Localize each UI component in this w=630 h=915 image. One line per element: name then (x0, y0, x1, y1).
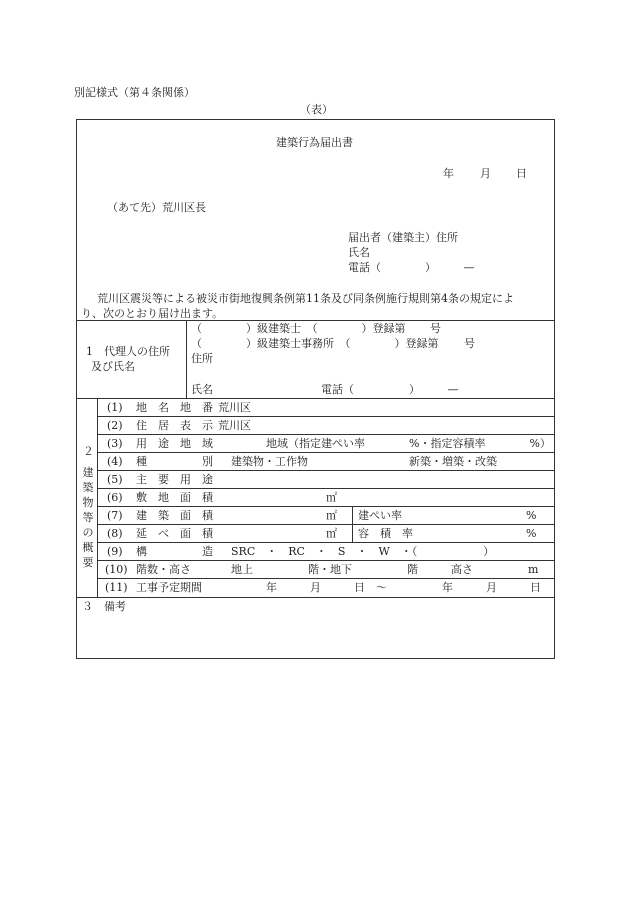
building-section-number: ２ (83, 445, 94, 458)
row-7-unit: ㎡ (326, 509, 337, 522)
row-6-label: 敷 地 面 積 (136, 491, 213, 504)
row-divider-3 (97, 452, 555, 453)
row-4-value: 建築物・工作物 (231, 455, 308, 468)
row-11-label: 工事予定期間 (136, 581, 202, 594)
row-2-num: (2) (107, 419, 123, 432)
architect-registration-suffix: 号 (430, 322, 441, 335)
row-2-value: 荒川区 (218, 419, 251, 432)
row-1-value: 荒川区 (218, 401, 251, 414)
notice-body-line1: 荒川区震災等による被災市街地復興条例第11条及び同条例施行規則第4条の規定によ (97, 292, 514, 305)
row-divider-2 (97, 434, 555, 435)
row-9-value: SRC ・ RC ・ S ・ W ・（ ） (231, 545, 495, 558)
agent-label-line1: 1 代理人の住所 (86, 345, 170, 358)
row-divider-8 (97, 542, 555, 543)
date-day-label: 日 (516, 167, 527, 180)
divider-agent-top (76, 320, 555, 321)
row-3-num: (3) (107, 437, 123, 450)
row-7-label: 建 築 面 積 (136, 509, 213, 522)
row-1-label: 地 名 地 番 (136, 401, 213, 414)
row-6-num: (6) (107, 491, 123, 504)
agent-label-line2: 及び氏名 (91, 360, 135, 373)
row-divider-4 (97, 470, 555, 471)
row-8-num: (8) (107, 527, 123, 540)
row-8-sub-label: 容 積 率 (358, 527, 413, 540)
divider-building-top (76, 398, 555, 399)
applicant-name-label: 氏名 (348, 246, 370, 259)
row-9-num: (9) (107, 545, 123, 558)
row-1-num: (1) (107, 401, 123, 414)
building-section-label: 建築物等の概要 (82, 466, 94, 569)
form-note: 別記様式（第４条関係） (74, 86, 195, 99)
row-5-label: 主 要 用 途 (136, 473, 213, 486)
office-registration: （ ）級建築士事務所 （ ）登録第 (191, 337, 439, 350)
row-10-value: 地上 階・地下 階 高さ m (231, 563, 539, 576)
applicant-address-label: 届出者（建築主）住所 (348, 231, 458, 244)
area-sub-divider (352, 506, 353, 542)
row-10-label: 階数・高さ (136, 563, 191, 576)
addressee: （あて先）荒川区長 (107, 201, 206, 214)
agent-phone-label: 電話（ ） — (321, 383, 459, 396)
row-11-value: 年 月 日 〜 年 月 日 (266, 581, 541, 594)
row-10-num: (10) (105, 563, 128, 576)
row-divider-9 (97, 560, 555, 561)
applicant-phone-label: 電話（ ） — (348, 261, 475, 274)
office-registration-suffix: 号 (464, 337, 475, 350)
agent-name-label: 氏名 (191, 383, 213, 396)
section-label-column-divider (97, 398, 98, 597)
row-divider-6 (97, 506, 555, 507)
row-3-value: 地域（指定建ぺい率 %・指定容積率 %） (266, 437, 551, 450)
row-7-num: (7) (107, 509, 123, 522)
row-6-unit: ㎡ (326, 491, 337, 504)
row-divider-1 (97, 416, 555, 417)
row-4-num: (4) (107, 455, 123, 468)
row-7-sub-unit: % (526, 509, 537, 522)
row-4-value2: 新築・増築・改築 (409, 455, 497, 468)
date-month-label: 月 (480, 167, 491, 180)
row-divider-10 (97, 578, 555, 579)
side-label: （表） (300, 103, 333, 116)
date-year-label: 年 (443, 167, 454, 180)
row-8-unit: ㎡ (326, 527, 337, 540)
row-9-label: 構 造 (136, 545, 213, 558)
remarks-label: ３ 備考 (82, 600, 126, 613)
row-2-label: 住 居 表 示 (136, 419, 213, 432)
row-divider-5 (97, 488, 555, 489)
agent-address-label: 住所 (191, 352, 213, 365)
row-4-label: 種 別 (136, 455, 213, 468)
row-8-sub-unit: % (526, 527, 537, 540)
row-3-label: 用 途 地 域 (136, 437, 213, 450)
row-11-num: (11) (105, 581, 128, 594)
row-8-label: 延 べ 面 積 (136, 527, 213, 540)
architect-registration: （ ）級建築士 （ ）登録第 (191, 322, 406, 335)
form-title: 建築行為届出書 (276, 136, 353, 149)
row-5-num: (5) (107, 473, 123, 486)
notice-body-line2: り、次のとおり届け出ます。 (81, 307, 224, 320)
row-divider-7 (97, 524, 555, 525)
row-7-sub-label: 建ぺい率 (358, 509, 402, 522)
agent-column-divider (186, 320, 187, 398)
divider-remarks-top (76, 597, 555, 598)
